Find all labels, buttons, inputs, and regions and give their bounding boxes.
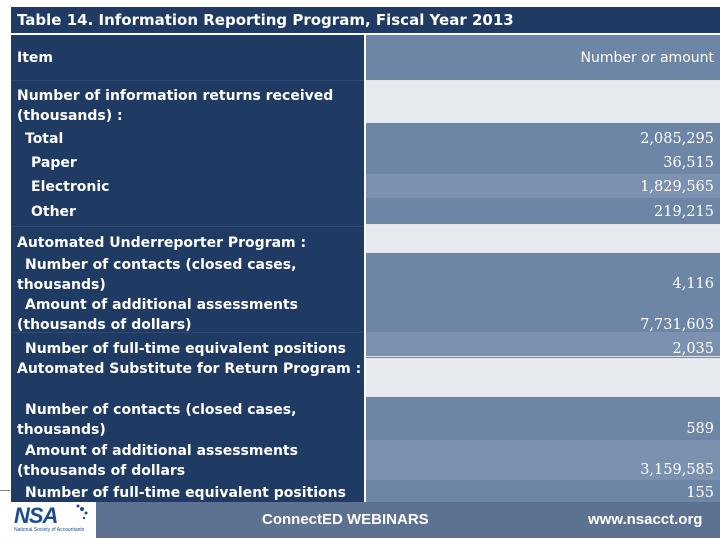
value-band <box>366 80 720 122</box>
column-header-value: Number or amount <box>580 50 714 66</box>
row-value: 155 <box>686 485 714 501</box>
logo-subtitle: National Society of Accountants <box>14 527 85 533</box>
row-value: 2,035 <box>672 341 714 357</box>
row-value: 4,116 <box>672 276 714 292</box>
row-label: Electronic <box>31 179 110 195</box>
column-header-item: Item <box>17 50 53 66</box>
row-divider <box>366 396 720 397</box>
section-heading: Number of information returns received (thousands) : <box>17 88 334 124</box>
row-label: Amount of additional assessments (thousands of dollars <box>17 443 298 479</box>
row-value: 7,731,603 <box>640 317 714 333</box>
value-band <box>366 224 720 252</box>
value-band <box>366 358 720 396</box>
row-divider <box>366 122 720 123</box>
row-label: Number of full-time equivalent positions <box>25 485 346 501</box>
section-heading: Automated Underreporter Program : <box>17 235 307 251</box>
row-label: Paper <box>31 155 77 171</box>
row-label: Number of full-time equivalent positions <box>25 341 346 357</box>
row-label: Amount of additional assessments (thousands of dollars) <box>17 297 298 333</box>
row-value: 1,829,565 <box>640 179 714 195</box>
row-label: Number of contacts (closed cases, thousands) <box>17 257 297 293</box>
row-value: 36,515 <box>663 155 714 171</box>
row-divider <box>11 226 364 227</box>
row-label: Total <box>25 131 64 147</box>
slide-mark <box>0 490 10 491</box>
website-link[interactable]: www.nsacct.org <box>588 511 703 528</box>
row-divider <box>366 224 720 225</box>
row-divider <box>366 80 720 81</box>
row-value: 2,085,295 <box>640 131 714 147</box>
section-heading: Automated Substitute for Return Program : <box>17 361 362 377</box>
row-divider <box>11 80 364 81</box>
row-value: 3,159,585 <box>640 462 714 478</box>
row-value: 219,215 <box>654 204 714 220</box>
row-divider <box>366 252 720 253</box>
webinars-label: ConnectED WEBINARS <box>262 511 429 528</box>
logo-text: NSA <box>14 503 58 528</box>
row-value: 589 <box>686 421 714 437</box>
table-title: Table 14. Information Reporting Program, Fiscal Year 2013 <box>11 7 720 34</box>
row-label: Other <box>31 204 76 220</box>
row-label: Number of contacts (closed cases, thousands) <box>17 402 297 438</box>
